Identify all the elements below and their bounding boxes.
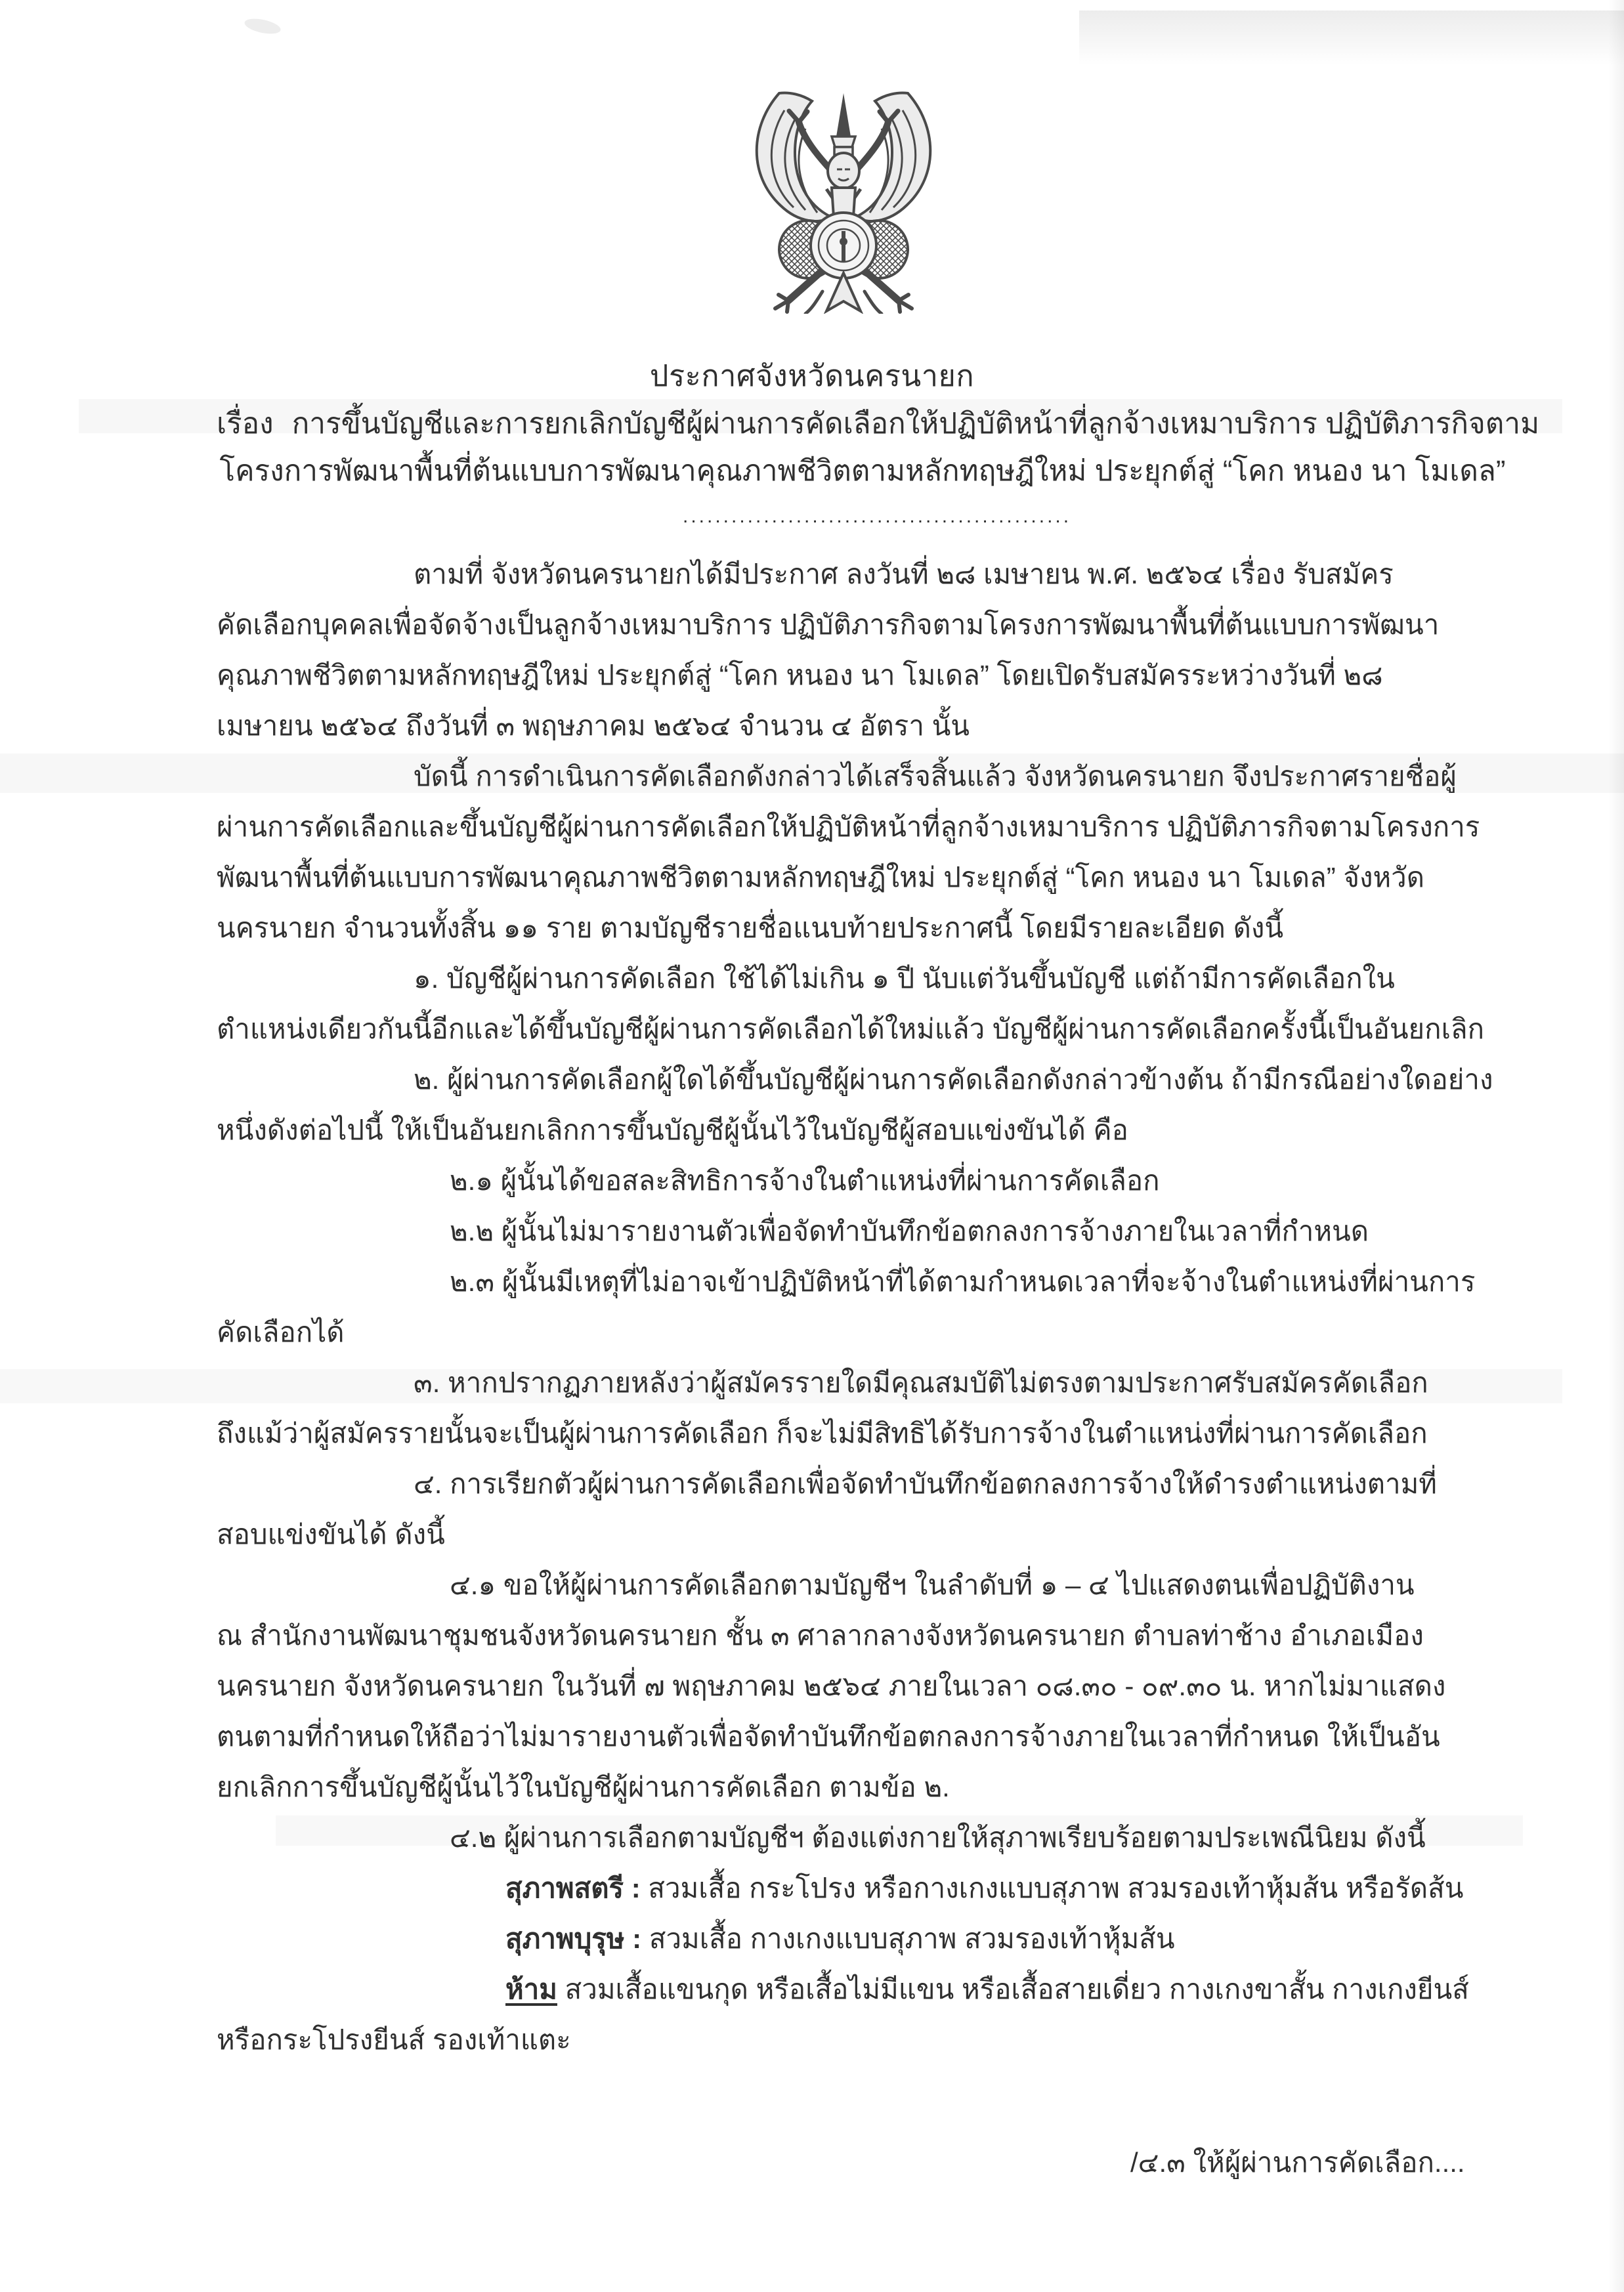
body-line: ๔.๒ ผู้ผ่านการเลือกตามบัญชีฯ ต้องแต่งกายให้สุภาพเรียบร้อยตามประเพณีนิยม ดังนี้ — [450, 1822, 1426, 1853]
subject-line-2: โครงการพัฒนาพื้นที่ต้นแบบการพัฒนาคุณภาพชีวิตตามหลักทฤษฎีใหม่ ประยุกต์สู่ “โคก หนอง นา โมเดล” — [219, 455, 1506, 487]
body-line: ๒. ผู้ผ่านการคัดเลือกผู้ใดได้ขึ้นบัญชีผู้ผ่านการคัดเลือกดังกล่าวข้างต้น ถ้ามีกรณีอย่างใดอย่าง — [414, 1064, 1493, 1095]
document-body — [217, 549, 1513, 2065]
emphasis-label: ห้าม — [505, 1974, 557, 2005]
body-line: พัฒนาพื้นที่ต้นแบบการพัฒนาคุณภาพชีวิตตามหลักทฤษฎีใหม่ ประยุกต์สู่ “โคก หนอง นา โมเดล” จังหวัด — [217, 862, 1425, 893]
subject-text-1: การขึ้นบัญชีและการยกเลิกบัญชีผู้ผ่านการคัดเลือกให้ปฏิบัติหน้าที่ลูกจ้างเหมาบริการ ปฏิบัติภารกิจตาม — [291, 408, 1540, 440]
body-line: ตนตามที่กำหนดให้ถือว่าไม่มารายงานตัวเพื่อจัดทำบันทึกข้อตกลงการจ้างภายในเวลาที่กำหนด ให้เป็นอัน — [217, 1721, 1440, 1752]
scan-mark-top-left — [244, 16, 282, 36]
body-line: ตำแหน่งเดียวกันนี้อีกและได้ขึ้นบัญชีผู้ผ่านการคัดเลือกได้ใหม่แล้ว บัญชีผู้ผ่านการคัดเลือกครั้งนี้เป็นอันยกเลิก — [217, 1013, 1485, 1044]
body-line: สุภาพสตรี : สวมเสื้อ กระโปรง หรือกางเกงแบบสุภาพ สวมรองเท้าหุ้มส้น หรือรัดส้น — [505, 1873, 1464, 1903]
body-line: ผ่านการคัดเลือกและขึ้นบัญชีผู้ผ่านการคัดเลือกให้ปฏิบัติหน้าที่ลูกจ้างเหมาบริการ ปฏิบัติภารกิจตามโครงการ — [217, 811, 1480, 842]
body-line: เมษายน ๒๕๖๔ ถึงวันที่ ๓ พฤษภาคม ๒๕๖๔ จำนวน ๔ อัตรา นั้น — [217, 710, 970, 741]
body-line: ยกเลิกการขึ้นบัญชีผู้นั้นไว้ในบัญชีผู้ผ่านการคัดเลือก ตามข้อ ๒. — [217, 1772, 950, 1802]
body-line: นครนายก จังหวัดนครนายก ในวันที่ ๗ พฤษภาคม ๒๕๖๔ ภายในเวลา ๐๘.๓๐ - ๐๙.๓๐ น. หากไม่มาแสดง — [217, 1670, 1446, 1701]
subject-block — [217, 400, 1540, 495]
subject-label: เรื่อง — [217, 408, 274, 440]
body-line: ห้าม สวมเสื้อแขนกุด หรือเสื้อไม่มีแขน หรือเสื้อสายเดี่ยว กางเกงขาสั้น กางเกงยีนส์ — [505, 1974, 1469, 2005]
body-line: บัดนี้ การดำเนินการคัดเลือกดังกล่าวได้เสร็จสิ้นแล้ว จังหวัดนครนายก จึงประกาศรายชื่อผู้ — [414, 761, 1457, 792]
body-line: ๒.๓ ผู้นั้นมีเหตุที่ไม่อาจเข้าปฏิบัติหน้าที่ได้ตามกำหนดเวลาที่จะจ้างในตำแหน่งที่ผ่านการ — [450, 1266, 1476, 1297]
body-line: ณ สำนักงานพัฒนาชุมชนจังหวัดนครนายก ชั้น ๓ ศาลากลางจังหวัดนครนายก ตำบลท่าช้าง อำเภอเมือง — [217, 1620, 1424, 1651]
body-line: สอบแข่งขันได้ ดังนี้ — [217, 1519, 445, 1550]
body-line: คุณภาพชีวิตตามหลักทฤษฎีใหม่ ประยุกต์สู่ “โคก หนอง นา โมเดล” โดยเปิดรับสมัครระหว่างวันที่ ๒๘ — [217, 660, 1383, 690]
body-line: ๔. การเรียกตัวผู้ผ่านการคัดเลือกเพื่อจัดทำบันทึกข้อตกลงการจ้างให้ดำรงตำแหน่งตามที่ — [414, 1468, 1437, 1499]
body-line: คัดเลือกได้ — [217, 1317, 345, 1348]
body-line: ๒.๑ ผู้นั้นได้ขอสละสิทธิการจ้างในตำแหน่งที่ผ่านการคัดเลือก — [450, 1165, 1160, 1196]
subject-line-1 — [217, 400, 1540, 448]
dotted-divider: ................................................ — [683, 505, 1072, 527]
body-line: ๒.๒ ผู้นั้นไม่มารายงานตัวเพื่อจัดทำบันทึกข้อตกลงการจ้างภายในเวลาที่กำหนด — [450, 1216, 1369, 1246]
body-line: คัดเลือกบุคคลเพื่อจัดจ้างเป็นลูกจ้างเหมาบริการ ปฏิบัติภารกิจตามโครงการพัฒนาพื้นที่ต้นแบบการพัฒนา — [217, 609, 1440, 640]
emphasis-label: สุภาพสตรี : — [505, 1873, 641, 1903]
emphasis-label: สุภาพบุรุษ : — [505, 1923, 642, 1954]
body-line: สุภาพบุรุษ : สวมเสื้อ กางเกงแบบสุภาพ สวมรองเท้าหุ้มส้น — [505, 1923, 1175, 1954]
document-title: ประกาศจังหวัดนครนายก — [649, 359, 975, 393]
body-line: หรือกระโปรงยีนส์ รองเท้าแตะ — [217, 2024, 571, 2055]
body-line: หนึ่งดังต่อไปนี้ ให้เป็นอันยกเลิกการขึ้นบัญชีผู้นั้นไว้ในบัญชีผู้สอบแข่งขันได้ คือ — [217, 1114, 1128, 1145]
body-line: ตามที่ จังหวัดนครนายกได้มีประกาศ ลงวันที่ ๒๘ เมษายน พ.ศ. ๒๕๖๔ เรื่อง รับสมัคร — [414, 559, 1394, 589]
body-line: ๓. หากปรากฏภายหลังว่าผู้สมัครรายใดมีคุณสมบัติไม่ตรงตามประกาศรับสมัครคัดเลือก — [414, 1367, 1428, 1398]
body-line: นครนายก จำนวนทั้งสิ้น ๑๑ ราย ตามบัญชีรายชื่อแนบท้ายประกาศนี้ โดยมีรายละเอียด ดังนี้ — [217, 912, 1284, 943]
body-line: ๔.๑ ขอให้ผู้ผ่านการคัดเลือกตามบัญชีฯ ในลำดับที่ ๑ – ๔ ไปแสดงตนเพื่อปฏิบัติงาน — [450, 1569, 1415, 1600]
scan-shadow-top-right — [1079, 11, 1624, 66]
page-continuation-note: /๔.๓ ให้ผู้ผ่านการคัดเลือก.... — [1130, 2147, 1465, 2178]
garuda-emblem-icon — [738, 84, 949, 314]
body-line: ๑. บัญชีผู้ผ่านการคัดเลือก ใช้ได้ไม่เกิน ๑ ปี นับแต่วันขึ้นบัญชี แต่ถ้ามีการคัดเลือกใน — [414, 963, 1395, 994]
body-line: ถึงแม้ว่าผู้สมัครรายนั้นจะเป็นผู้ผ่านการคัดเลือก ก็จะไม่มีสิทธิได้รับการจ้างในตำแหน่งที่ผ่านการคัดเลือก — [217, 1418, 1428, 1449]
scan-shadow-right-edge — [1608, 0, 1624, 2292]
